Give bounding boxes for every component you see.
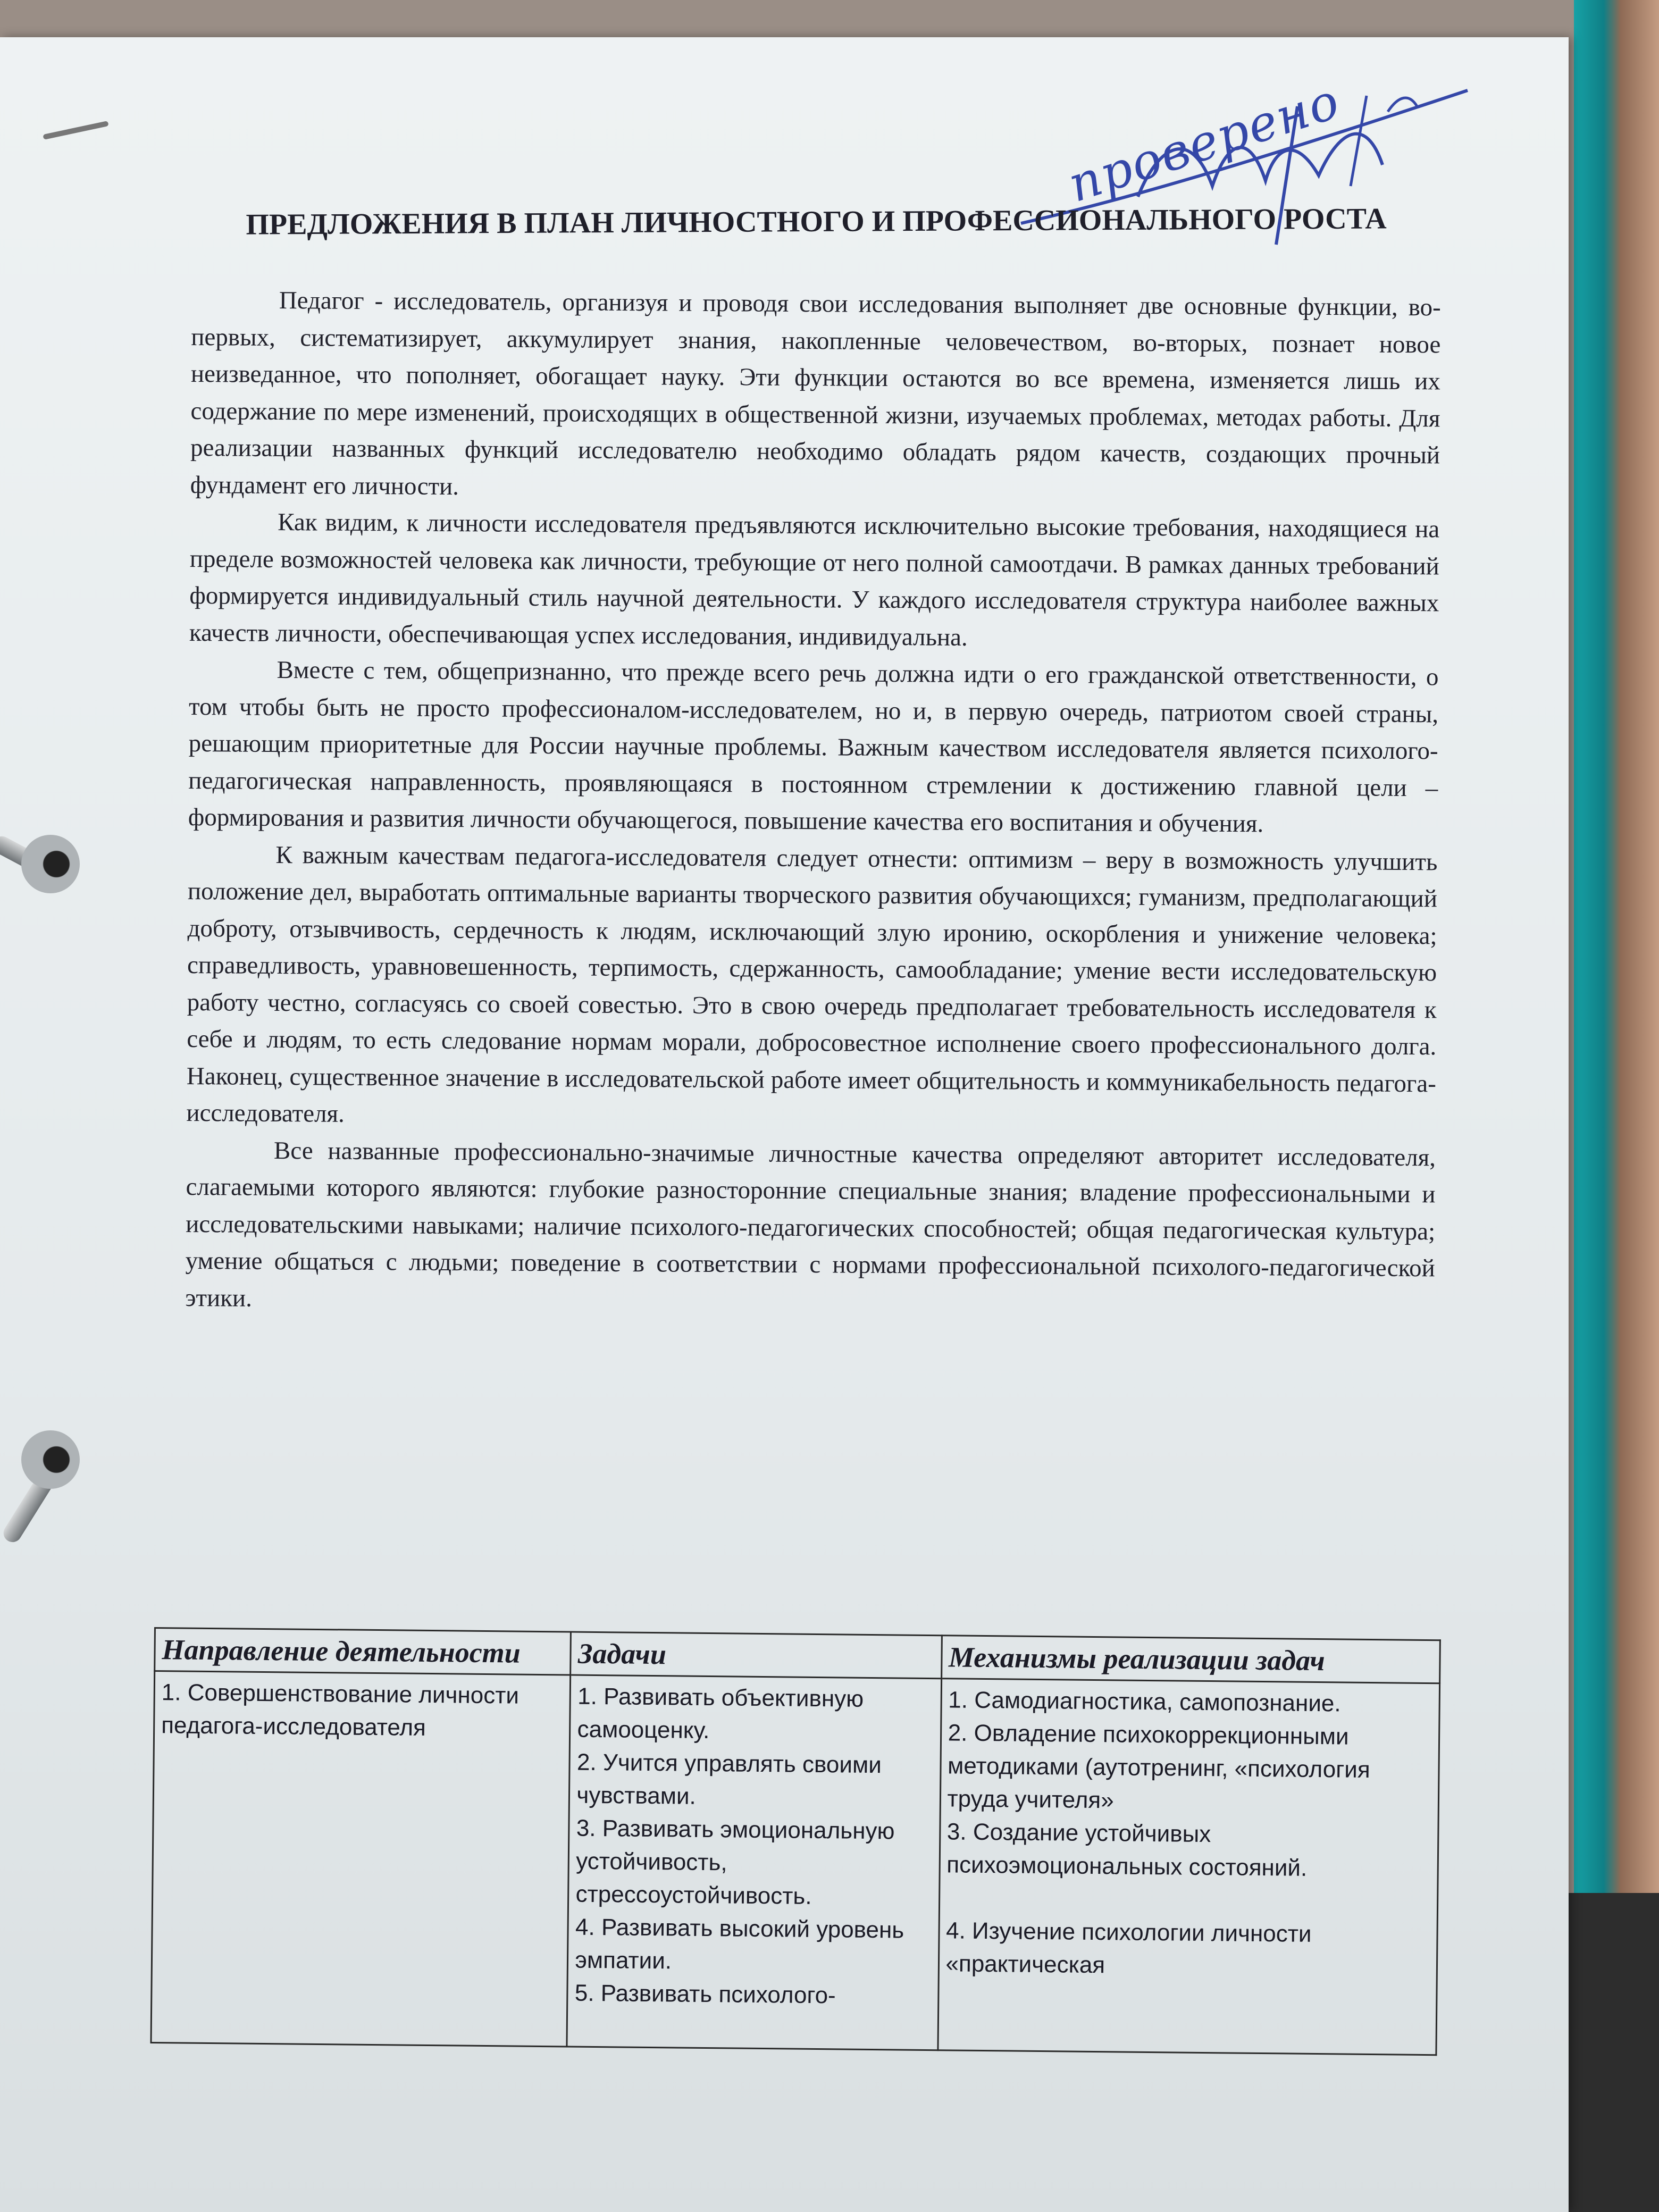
list-item: 4. Развивать высокий уровень эмпатии. — [575, 1914, 904, 1974]
page-title: ПРЕДЛОЖЕНИЯ В ПЛАН ЛИЧНОСТНОГО И ПРОФЕССИОНАЛЬНОГО РОСТА — [246, 202, 1387, 241]
tasks-list — [575, 1680, 934, 2013]
paragraph: Вместе с тем, общепризнанно, что прежде всего речь должна идти о его гражданской ответственности, о том чтобы быть не просто профессионалом-исследователем, но и, в первую очередь, патриотом своей страны, решающим приоритетные для России научные проблемы. Важным качеством исследователя является психолого-педагогическая направленность, проявляющаяся в постоянном стремлении к достижению главной цели – формирования и развития личности обучающегося, повышение качества его воспитания и обучения. — [188, 656, 1439, 838]
mechanisms-list — [945, 1683, 1432, 1985]
list-item: 1. Развивать объективную самооценку. — [577, 1683, 864, 1744]
binder-ring-upper — [21, 835, 80, 893]
list-item: 1. Самодиагностика, самопознание. — [948, 1687, 1341, 1717]
binder-ring-lower — [21, 1430, 80, 1489]
folder-edge-background — [1574, 0, 1659, 2212]
column-header-tasks: Задачи — [571, 1632, 942, 1679]
paragraph: Педагог - исследователь, организуя и проводя свои исследования выполняет две основные функции, во-первых, систематизирует, аккумулирует знания, накопленные человечеством, во-вторых, познает новое неизведанное, что пополняет, обогащает науку. Эти функции остаются во все времена, изменяется лишь их содержание по мере изменений, происходящих в общественной жизни, изучаемых проблемах, методах работы. Для реализации названных функций исследователю необходимо обладать рядом качеств, создающих прочный фундамент его личности. — [190, 287, 1441, 500]
list-item: 3. Создание устойчивых психоэмоциональных состояний. — [946, 1819, 1308, 1881]
list-item: 5. Развивать психолого- — [574, 1980, 836, 2009]
column-header-direction: Направление деятельности — [155, 1628, 571, 1675]
paragraph: Все названные профессионально-значимые личностные качества определяют авторитет исследователя, слагаемыми которого являются: глубокие разносторонние специальные знания; владение профессиональными и исследовательскими навыками; наличие психолого-педагогических способностей; общая педагогическая культура; умение общаться с людьми; поведение в соответствии с нормами профессиональной психолого-педагогической этики. — [185, 1136, 1436, 1312]
column-header-mechanisms: Механизмы реализации задач — [941, 1636, 1440, 1683]
list-item: 4. Изучение психологии личности «практическая — [945, 1917, 1312, 1979]
direction-cell: 1. Совершенствование личности педагога-исследователя — [151, 1671, 571, 2047]
tasks-cell — [567, 1675, 941, 2050]
list-item: 2. Овладение психокоррекционными методиками (аутотренинг, «психология труда учителя» — [947, 1720, 1370, 1814]
list-item-spacer — [946, 1881, 1430, 1919]
list-item: 2. Учится управлять своими чувствами. — [576, 1749, 882, 1809]
table-row — [151, 1671, 1440, 2055]
list-item: 3. Развивать эмоциональную устойчивость, стрессоустойчивость. — [575, 1815, 895, 1909]
document-body — [185, 282, 1441, 1324]
mechanisms-cell — [937, 1679, 1439, 2055]
paragraph: К важным качествам педагога-исследователя следует отнести: оптимизм – веру в возможность улучшить положение дел, выработать оптимальные варианты творческого развития обучающихся; гуманизм, предполагающий доброту, отзывчивость, сердечность к людям, исключающий злую иронию, оскорбления и унижение человека; справедливость, уравновешенность, терпимость, сдержанность, самообладание; умение вести исследовательскую работу честно, согласуясь со своей совестью. Это в свою очередь предполагает требовательность исследователя к себе и людям, то есть следование нормам морали, добросовестное исполнение своего профессионального долга. Наконец, существенное значение в исследовательской работе имеет общительность и коммуникабельность педагога-исследователя. — [186, 841, 1438, 1128]
growth-plan-table — [150, 1627, 1440, 2056]
paragraph: Как видим, к личности исследователя предъявляются исключительно высокие требования, находящиеся на пределе возможностей человека как личности, требующие от него полной самоотдачи. В рамках данных требований формируется индивидуальный стиль научной деятельности. У каждого исследователя структура наиболее важных качеств личности, обеспечивающая успех исследования, индивидуальна. — [189, 508, 1440, 651]
signature-text: проверено — [1061, 72, 1347, 214]
